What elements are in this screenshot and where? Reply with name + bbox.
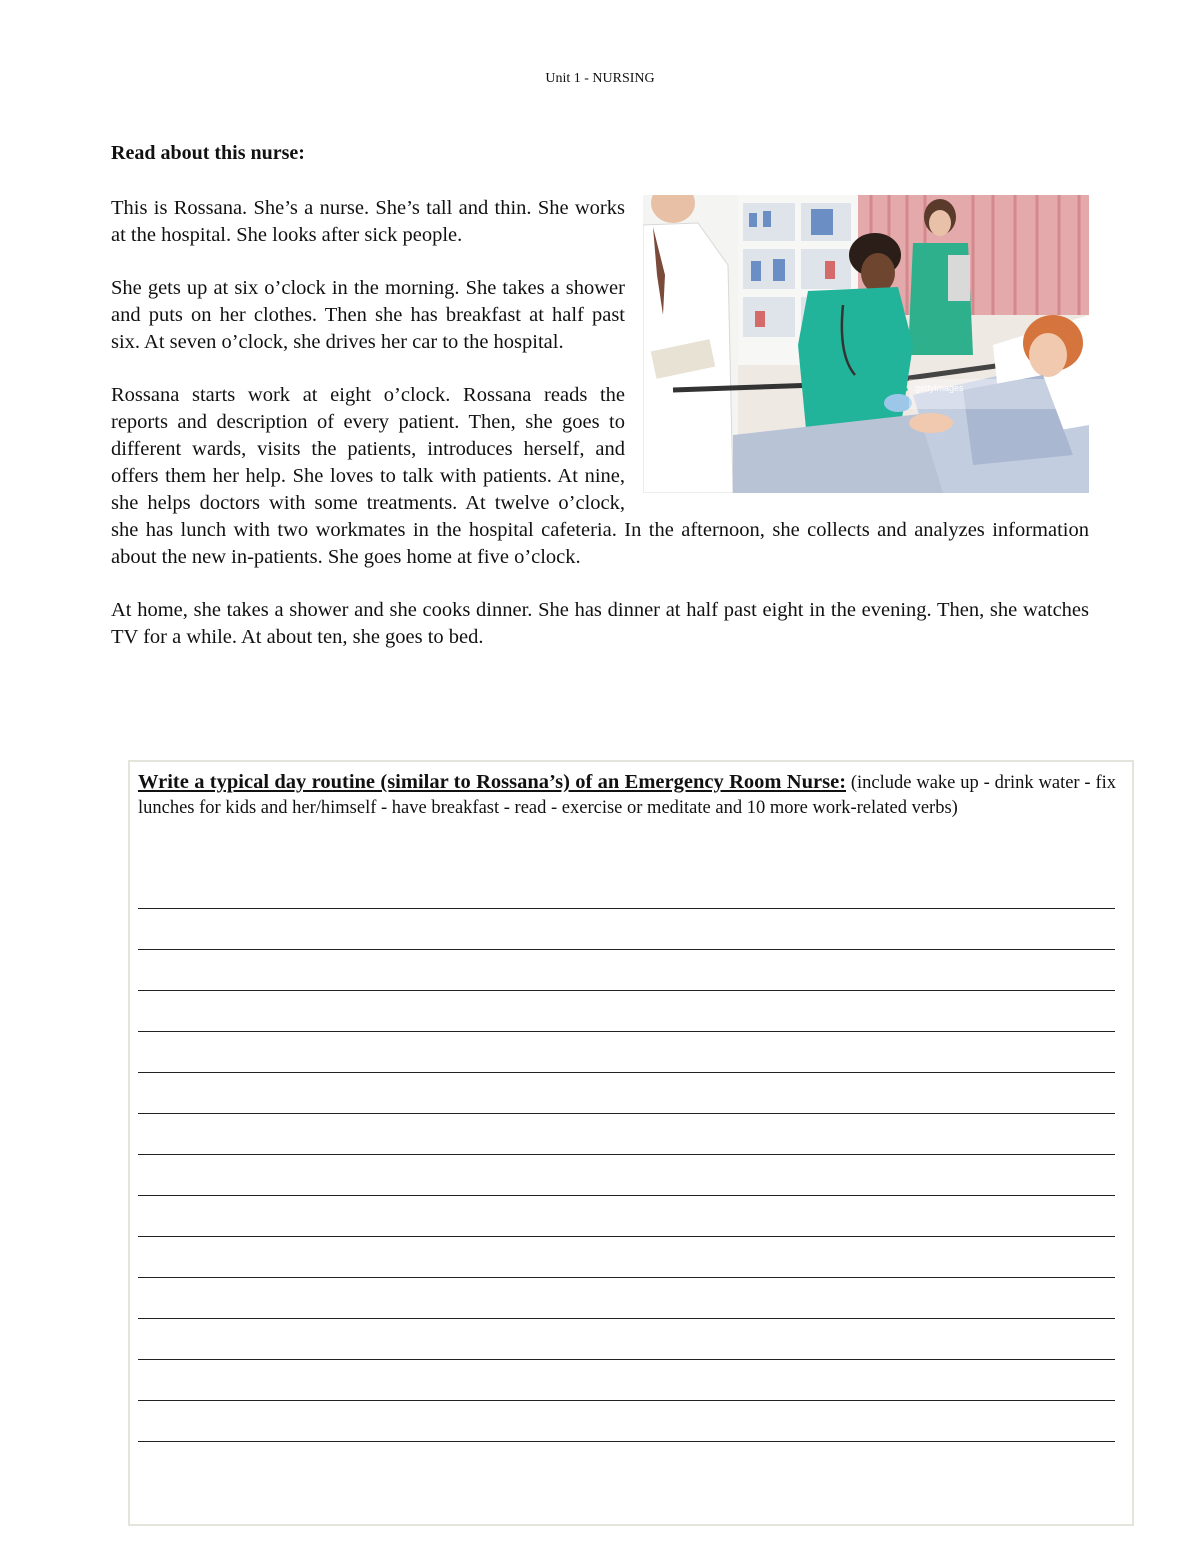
blank-writing-line[interactable] xyxy=(138,949,1115,950)
blank-writing-line[interactable] xyxy=(138,1236,1115,1237)
blank-writing-line[interactable] xyxy=(138,1277,1115,1278)
writing-task-box xyxy=(128,760,1134,1526)
reading-paragraph-1: This is Rossana. She’s a nurse. She’s tall and thin. She works at the hospital. She looks after sick people. xyxy=(111,197,625,246)
blank-writing-line[interactable] xyxy=(138,1154,1115,1155)
blank-writing-line[interactable] xyxy=(138,1400,1115,1401)
blank-writing-line[interactable] xyxy=(138,1441,1115,1442)
reading-paragraph-3: Rossana starts work at eight o’clock. Rossana reads the reports and description of every patient. Then, she goes to different wards, visits the patients, introduces herself, and offers them her help. She loves to talk with patients. At nine, she helps doctors with some treatments. At twelve o’clock, she has lunch with two workmates in the hospital cafeteria. In the afternoon, she collects and analyzes information about the new in-patients. She goes home at five o’clock. xyxy=(111,384,1089,568)
blank-writing-line[interactable] xyxy=(138,1359,1115,1360)
blank-writing-line[interactable] xyxy=(138,1318,1115,1319)
writing-prompt-instructions: (include wake up - drink water - fix lunches for kids and her/himself - have breakfast - read - exercise or meditate and 10 more work-related verbs) xyxy=(138,773,1117,818)
reading-passage xyxy=(111,195,1089,677)
writing-prompt-title: Write a typical day routine (similar to Rossana’s) of an Emergency Room Nurse: xyxy=(138,771,847,793)
nurse-photo xyxy=(643,195,1089,493)
blank-writing-line[interactable] xyxy=(138,1113,1115,1114)
photo-watermark: gettyimages xyxy=(915,383,964,393)
blank-writing-line[interactable] xyxy=(138,1072,1115,1073)
blank-writing-line[interactable] xyxy=(138,908,1115,909)
blank-writing-line[interactable] xyxy=(138,1031,1115,1032)
page-header: Unit 1 - NURSING xyxy=(545,71,655,86)
writing-prompt xyxy=(138,770,1116,821)
reading-paragraph-2: She gets up at six o’clock in the morning. She takes a shower and puts on her clothes. Then she has breakfast at half past six. At seven o’clock, she drives her car to the hospital. xyxy=(111,277,625,353)
reading-heading: Read about this nurse: xyxy=(111,142,305,164)
reading-paragraph-4: At home, she takes a shower and she cooks dinner. She has dinner at half past eight in the evening. Then, she watches TV for a while. At about ten, she goes to bed. xyxy=(111,599,1089,648)
blank-writing-line[interactable] xyxy=(138,1195,1115,1196)
blank-writing-line[interactable] xyxy=(138,990,1115,991)
